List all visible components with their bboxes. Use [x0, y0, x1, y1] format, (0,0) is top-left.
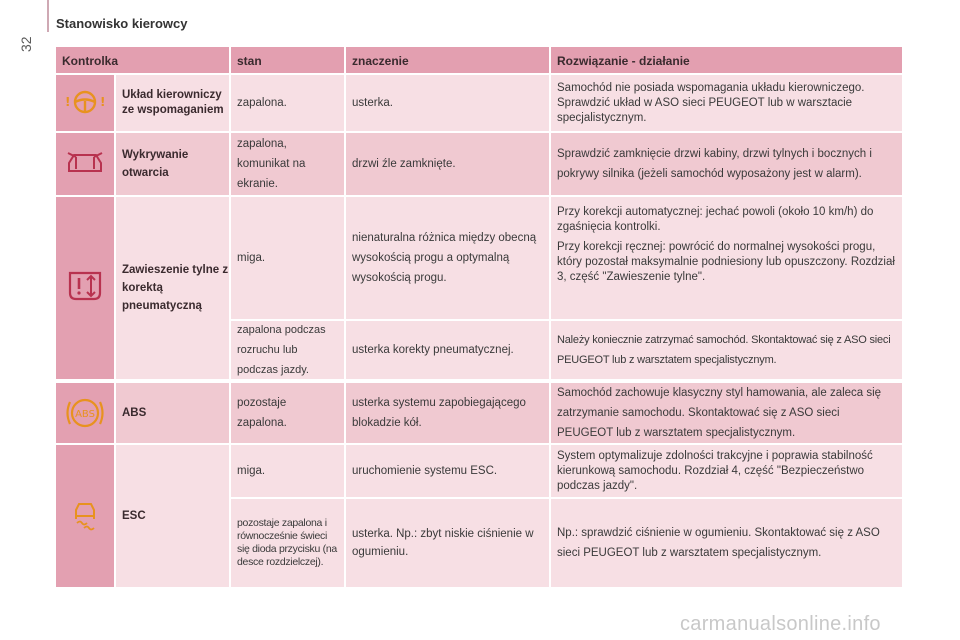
- abs-icon: [63, 393, 107, 433]
- meaning-text: usterka korekty pneumatycznej.: [352, 343, 514, 356]
- state-cell: [231, 133, 344, 195]
- state-cell: [231, 75, 344, 131]
- solution-cell: [551, 445, 902, 497]
- icon-cell: [56, 133, 114, 195]
- solution-cell: [551, 197, 902, 319]
- solution-text: Np.: sprawdzić ciśnienie w ogumieniu. Skontaktować się z ASO sieci PEUGEOT lub z warsztatem specjalistycznym.: [557, 527, 880, 559]
- solution-text-automatic: Przy korekcji automatycznej: jechać powoli (około 10 km/h) do zgaśnięcia kontrolki.: [557, 206, 874, 233]
- meaning-text: uruchomienie systemu ESC.: [352, 464, 498, 477]
- state-text: zapalona, komunikat na ekranie.: [237, 138, 306, 190]
- table-row: [56, 197, 902, 379]
- page-number: 32: [18, 36, 34, 52]
- indicator-name: Układ kierowniczy ze wspomaganiem: [122, 89, 224, 116]
- table-row: [56, 383, 902, 443]
- meaning-cell: [346, 383, 549, 443]
- header-meaning: znaczenie: [346, 47, 549, 73]
- solution-text: System optymalizuje zdolności trakcyjne i poprawia stabilność kierunkową samochodu. Rozdział 4, część "Bezpieczeństwo podczas jazdy".: [557, 449, 873, 492]
- state-text: zapalona podczas rozruchu lub podczas jazdy.: [237, 324, 326, 376]
- meaning-cell: [346, 321, 549, 379]
- icon-cell: [56, 383, 114, 443]
- meaning-text: usterka. Np.: zbyt niskie ciśnienie w ogumieniu.: [352, 528, 534, 558]
- solution-text: Samochód nie posiada wspomagania układu kierowniczego. Sprawdzić układ w ASO sieci PEUGEOT lub w warsztacie specjalistycznym.: [557, 81, 865, 124]
- svg-text:!: !: [100, 95, 106, 109]
- meaning-cell: [346, 197, 549, 319]
- meaning-text: drzwi źle zamknięte.: [352, 157, 456, 170]
- state-cell: [231, 321, 344, 379]
- solution-text: Sprawdzić zamknięcie drzwi kabiny, drzwi tylnych i bocznych i pokrywy silnika (jeżeli samochód wyposażony jest w alarm).: [557, 148, 872, 180]
- state-text: zapalona.: [237, 96, 287, 109]
- row-name-cell: [116, 445, 229, 587]
- abs-icon-label: ABS: [75, 409, 95, 420]
- meaning-text: usterka systemu zapobiegającego blokadzie kół.: [352, 397, 526, 429]
- state-cell: [231, 197, 344, 319]
- state-cell: [231, 445, 344, 497]
- table-row: [56, 75, 902, 131]
- state-text: pozostaje zapalona.: [237, 397, 287, 429]
- solution-text: Samochód zachowuje klasyczny styl hamowania, ale zaleca się zatrzymanie samochodu. Skontaktować się z ASO sieci PEUGEOT lub z warsztatem specjalistycznym.: [557, 387, 882, 439]
- meaning-text: usterka.: [352, 96, 393, 109]
- meaning-cell: [346, 445, 549, 497]
- esc-skid-icon: [70, 500, 100, 532]
- icon-cell: [56, 445, 114, 587]
- steering-wheel-warning-icon: [64, 85, 106, 119]
- state-text: miga.: [237, 251, 266, 264]
- row-name-cell: [116, 197, 229, 379]
- solution-cell: [551, 133, 902, 195]
- state-cell: [231, 499, 344, 587]
- solution-cell: [551, 499, 902, 587]
- solution-text-manual: Przy korekcji ręcznej: powrócić do normalnej wysokości progu, który pozostał maksymalnie podniesiony lub opuszczony. Rozdział 3, część "Zawieszenie tylne".: [557, 241, 895, 283]
- header-state: stan: [231, 47, 344, 73]
- header-indicator: Kontrolka: [56, 47, 229, 73]
- indicator-name: Wykrywanie otwarcia: [122, 149, 189, 179]
- solution-cell: [551, 75, 902, 131]
- table-header: [56, 47, 902, 73]
- door-open-icon: [64, 147, 106, 179]
- meaning-cell: [346, 499, 549, 587]
- meaning-cell: [346, 75, 549, 131]
- icon-cell: [56, 197, 114, 379]
- side-accent-bar: [47, 0, 49, 32]
- solution-cell: [551, 321, 902, 379]
- table-row: [56, 133, 902, 195]
- meaning-cell: [346, 133, 549, 195]
- solution-text: Należy koniecznie zatrzymać samochód. Skontaktować się z ASO sieci PEUGEOT lub z warsztatem specjalistycznym.: [557, 334, 891, 366]
- indicator-name: ESC: [122, 509, 146, 522]
- indicator-name: Zawieszenie tylne z korektą pneumatyczną: [122, 264, 229, 312]
- solution-cell: [551, 383, 902, 443]
- row-name-cell: [116, 383, 229, 443]
- state-text: miga.: [237, 464, 266, 477]
- state-text: pozostaje zapalona i równocześnie świeci się dioda przycisku (na desce rozdzielczej).: [237, 517, 337, 568]
- table-row: [56, 445, 902, 587]
- svg-text:!: !: [65, 95, 71, 109]
- watermark: carmanualsonline.info: [680, 613, 881, 635]
- section-title: Stanowisko kierowcy: [56, 16, 188, 31]
- state-cell: [231, 383, 344, 443]
- row-name-cell: [116, 133, 229, 195]
- indicator-name: ABS: [122, 406, 147, 419]
- row-name-cell: [116, 75, 229, 131]
- header-solution: Rozwiązanie - działanie: [551, 47, 902, 73]
- icon-cell: [56, 75, 114, 131]
- meaning-text: nienaturalna różnica między obecną wysokością progu a optymalną wysokością progu.: [352, 232, 537, 284]
- suspension-height-icon: [66, 267, 104, 305]
